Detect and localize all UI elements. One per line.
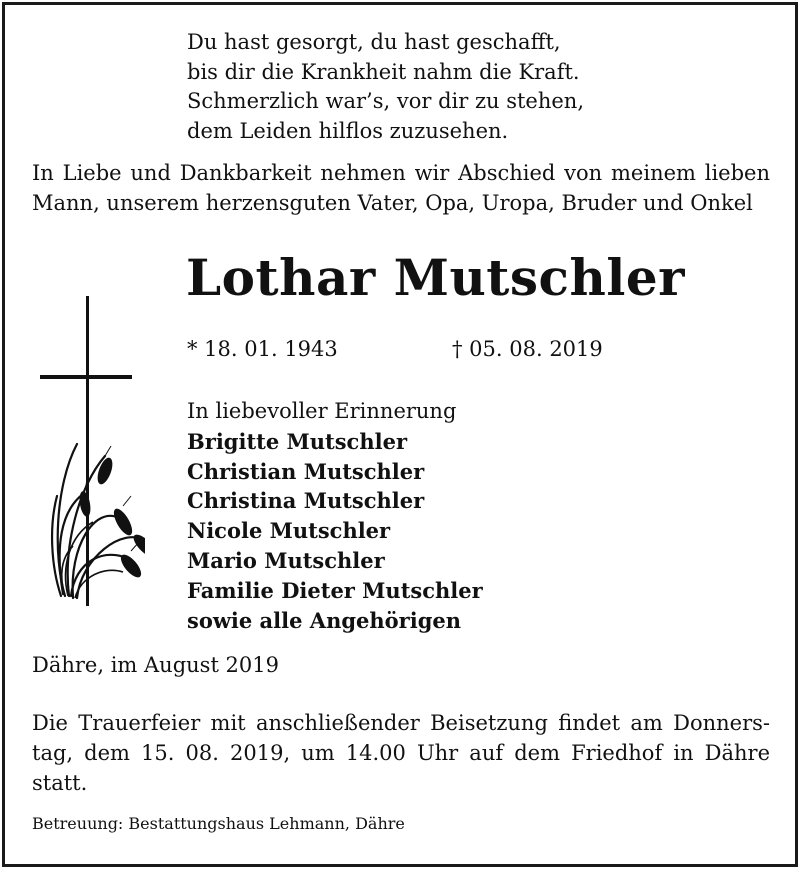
cross-with-wheat-icon xyxy=(35,296,145,608)
mourner-name: Brigitte Mutschler xyxy=(187,428,408,454)
poem-line-2: bis dir die Krankheit nahm die Kraft. xyxy=(187,59,580,84)
mourner-name: Mario Mutschler xyxy=(187,547,385,573)
mourner-name: Nicole Mutschler xyxy=(187,518,391,544)
mourner-name: Christina Mutschler xyxy=(187,488,425,514)
poem-line-3: Schmerzlich war’s, vor dir zu stehen, xyxy=(187,89,585,113)
intro-text: In Liebe und Dankbarkeit nehmen wir Abschied von meinem lieben Mann, unserem herzensguten Vater, Opa, Uropa, Bruder und Onkel xyxy=(32,161,770,215)
mourner-name: sowie alle Angehörigen xyxy=(187,607,462,633)
funeral-notice: Die Trauerfeier mit anschließender Beisetzung findet am Donners-tag, dem 15. 08. 2019, um 14.00 Uhr auf dem Friedhof in Dähre statt. xyxy=(32,711,770,795)
birth-date: * 18. 01. 1943 xyxy=(187,337,338,361)
funeral-home-credit: Betreuung: Bestattungshaus Lehmann, Dähre xyxy=(32,814,405,833)
deceased-name: Lothar Mutschler xyxy=(186,248,685,307)
mourner-name: Familie Dieter Mutschler xyxy=(187,577,483,603)
mourner-name: Christian Mutschler xyxy=(187,458,425,484)
poem xyxy=(187,28,584,146)
poem-line-4: dem Leiden hilflos zuzusehen. xyxy=(187,118,509,143)
place-date: Dähre, im August 2019 xyxy=(32,653,279,677)
death-date: † 05. 08. 2019 xyxy=(452,337,603,361)
poem-line-1: Du hast gesorgt, du hast geschafft, xyxy=(187,30,561,54)
mourners xyxy=(187,397,483,635)
mourners-heading: In liebevoller Erinnerung xyxy=(187,399,457,423)
